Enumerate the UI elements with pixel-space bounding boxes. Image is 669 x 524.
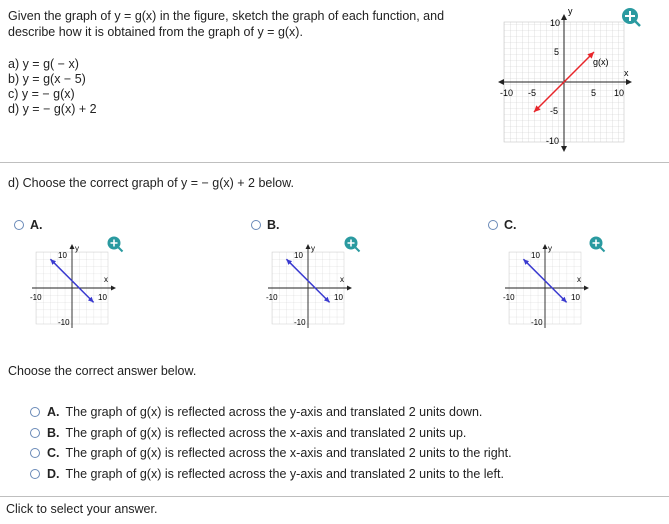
option-c-label: C. [504,218,517,232]
main-tick-xneg10: -10 [500,88,514,98]
option-c-graph [501,240,601,332]
option-tick-x-left: -10 [266,293,278,302]
option-tick-y-bottom: -10 [58,318,70,327]
main-tick-yneg5: -5 [550,106,559,116]
footer-bar [0,496,669,524]
answer-c-label: C. [47,446,60,460]
answer-b-radio[interactable] [30,428,40,438]
footer-text: Click to select your answer. [6,502,158,516]
option-c-zoom-icon[interactable] [588,235,606,253]
answer-b-label: B. [47,425,60,440]
parts-list [8,57,97,117]
answer-a-label: A. [47,405,60,419]
answer-list [30,402,512,484]
option-tick-y-top: 10 [531,251,540,260]
option-y-label: y [311,244,315,253]
section-divider [0,162,669,163]
option-tick-y-top: 10 [294,251,303,260]
answer-d-label: D. [47,466,60,481]
option-tick-y-top: 10 [58,251,67,260]
option-a-graph [28,240,128,332]
part-b: b) y = g(x − 5) [8,72,86,86]
option-b-zoom-icon[interactable] [343,235,361,253]
option-b-graph [264,240,364,332]
option-x-label: x [340,275,344,284]
answer-a[interactable] [30,402,512,423]
answer-d-radio[interactable] [30,469,40,479]
option-tick-x-right: 10 [571,293,580,302]
main-tick-xneg5: -5 [528,88,537,98]
option-a-label: A. [30,218,43,232]
option-b-label: B. [267,218,280,232]
subquestion-text: d) Choose the correct graph of y = − g(x) + 2 below. [8,176,294,190]
zoom-icon[interactable] [620,6,642,28]
option-a-zoom-icon[interactable] [106,235,124,253]
answer-c-text: The graph of g(x) is reflected across the x-axis and translated 2 units to the right. [65,446,512,460]
option-x-axis-arrow [111,286,116,291]
main-tick-x5: 5 [591,88,597,98]
option-tick-y-bottom: -10 [531,318,543,327]
option-tick-x-left: -10 [503,293,515,302]
main-graph [498,6,640,156]
option-c[interactable] [488,218,517,232]
answer-a-text: The graph of g(x) is reflected across the y-axis and translated 2 units down. [65,405,483,419]
part-d: d) y = − g(x) + 2 [8,102,97,116]
g-curve-label: g(x) [593,57,609,67]
option-x-axis-arrow [347,286,352,291]
option-tick-y-bottom: -10 [294,318,306,327]
option-a-radio[interactable] [14,220,24,230]
answer-d-text: The graph of g(x) is reflected across the y-axis and translated 2 units to the left. [65,466,504,481]
option-y-axis-arrow [543,244,548,249]
main-y-label: y [568,6,573,16]
answer-c-radio[interactable] [30,448,40,458]
option-y-label: y [548,244,552,253]
question-text: Given the graph of y = g(x) in the figure, sketch the graph of each function, and describe how it is obtained from the graph of y = g(x). [8,9,445,39]
option-tick-x-right: 10 [98,293,107,302]
main-tick-y5: 5 [554,47,560,57]
option-b-radio[interactable] [251,220,261,230]
option-b[interactable] [251,218,280,232]
answer-d[interactable] [30,464,512,485]
answer-b[interactable] [30,423,512,444]
option-tick-x-left: -10 [30,293,42,302]
option-x-label: x [104,275,108,284]
main-tick-y10: 10 [550,18,561,28]
part-c: c) y = − g(x) [8,87,75,101]
option-x-label: x [577,275,581,284]
main-tick-x10: 10 [614,88,625,98]
option-c-radio[interactable] [488,220,498,230]
option-y-label: y [75,244,79,253]
option-y-axis-arrow [70,244,75,249]
answer-c[interactable] [30,443,512,464]
option-x-axis-arrow [584,286,589,291]
main-x-label: x [624,68,629,78]
answer-b-text: The graph of g(x) is reflected across the x-axis and translated 2 units up. [65,425,467,440]
option-tick-x-right: 10 [334,293,343,302]
option-a[interactable] [14,218,43,232]
main-tick-yneg10: -10 [546,136,560,146]
option-y-axis-arrow [306,244,311,249]
answer-a-radio[interactable] [30,407,40,417]
part-a: a) y = g( − x) [8,57,79,71]
choose-text: Choose the correct answer below. [8,364,197,378]
